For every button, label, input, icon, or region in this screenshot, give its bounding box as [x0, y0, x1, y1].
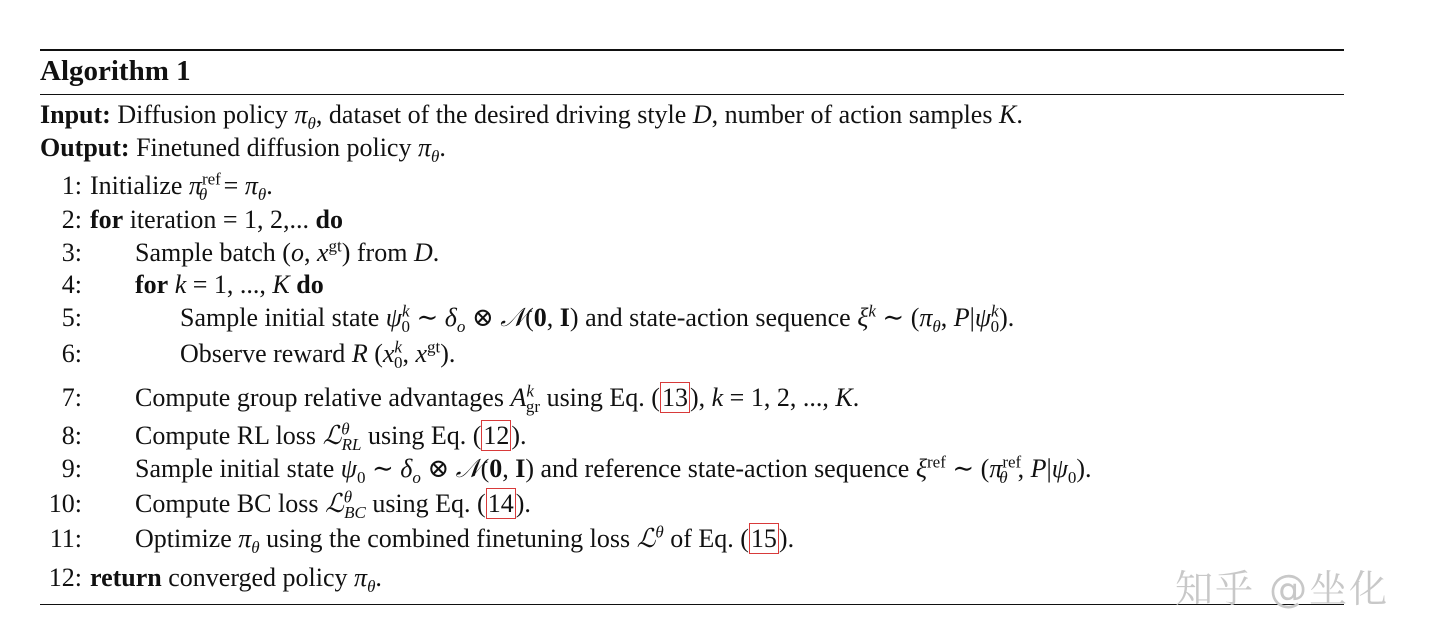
line-number: 3: [61, 238, 82, 267]
step-6: 6: Observe reward R ($x^k_0$, $x^{gt}$). [40, 341, 455, 367]
step-10: 10: Compute BC loss ℒ$^\theta_{BC}$ using Eq. (14). [40, 491, 531, 517]
equation-ref-13[interactable]: 13 [661, 383, 688, 412]
output-line: Output: Finetuned diffusion policy $\pi_\theta$. [40, 133, 446, 167]
line-number: 2: [61, 205, 82, 234]
step-1: 1: Initialize $\pi^{ref}_\theta = \pi_\theta$. [40, 173, 273, 199]
input-label: Input: [40, 100, 111, 129]
keyword-for: for [90, 205, 124, 234]
step-8: 8: Compute RL loss ℒ$^\theta_{RL}$ using Eq. (12). [40, 423, 527, 449]
output-label: Output: [40, 133, 130, 162]
keyword-return: return [90, 563, 162, 592]
line-number: 1: [61, 171, 82, 200]
equation-ref-12[interactable]: 12 [483, 421, 510, 450]
equation-ref-15[interactable]: 15 [750, 524, 777, 553]
input-line: Input: Diffusion policy $\pi_\theta$, dataset of the desired driving style D, number of action samples K. [40, 100, 1023, 134]
line-number: 5: [61, 303, 82, 332]
step-7: 7: Compute group relative advantages $A^k_{gr}$ using Eq. (13), k = 1, 2, ..., K. [40, 385, 859, 411]
top-rule [40, 49, 1344, 51]
line-number: 9: [61, 454, 82, 483]
line-number: 12: [48, 563, 82, 592]
step-11: 11: Optimize $\pi_\theta$ using the combined finetuning loss ℒ$^\theta$ of Eq. (15). [40, 526, 794, 552]
step-5: 5: Sample initial state $\psi^k_0$ ∼ $\delta_o$ ⊗ 𝒩(0, I) and state-action sequence $\xi^k$ ∼ ($\pi_\theta$, $P|\psi^k_0$). [40, 305, 1014, 331]
line-number: 6: [61, 339, 82, 368]
step-2: 2: for iteration = 1, 2,... do [40, 207, 343, 233]
line-number: 7: [61, 383, 82, 412]
line-number: 11: [49, 524, 82, 553]
step-9: 9: Sample initial state $\psi_0$ ∼ $\delta_o$ ⊗ 𝒩(0, I) and reference state-action sequence $\xi^{ref}$ ∼ ($\pi^{ref}_\theta$ , $P|\psi_0$). [40, 456, 1092, 482]
watermark: 知乎 @坐化 [1175, 567, 1390, 611]
line-number: 4: [61, 270, 82, 299]
keyword-for: for [135, 270, 169, 299]
line-number: 10: [48, 489, 82, 518]
equation-ref-14[interactable]: 14 [487, 489, 514, 518]
algorithm-title: Algorithm 1 [40, 55, 191, 87]
step-3: 3: Sample batch (o, $x^{gt}$) from D. [40, 240, 439, 266]
bottom-rule [40, 604, 1344, 605]
step-12: 12: return converged policy $\pi_\theta$. [40, 565, 382, 591]
step-4: 4: for k = 1, ..., K do [40, 272, 324, 298]
keyword-do: do [315, 205, 343, 234]
keyword-do: do [296, 270, 324, 299]
line-number: 8: [61, 421, 82, 450]
title-rule [40, 94, 1344, 95]
